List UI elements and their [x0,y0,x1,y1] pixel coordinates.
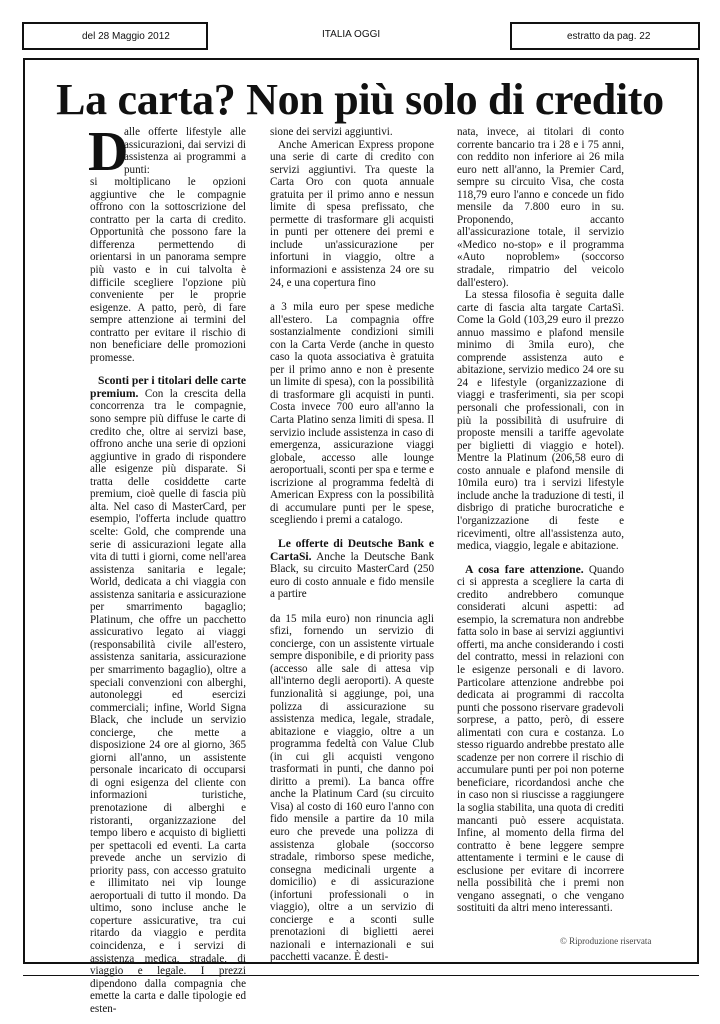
bottom-rule [23,975,699,976]
dropcap: D [88,121,129,183]
header-date: del 28 Maggio 2012 [82,31,170,42]
subheading: A cosa fare attenzione. [465,562,584,576]
paragraph: Anche la Deutsche Bank Black, su circuito MasterCard (250 euro di costo annuale e fido mensile a partire [270,550,434,601]
article-column-2 [270,126,434,964]
paragraph: Anche American Express propone una serie di carte di credito con servizi aggiuntivi. Tra queste la Carta Oro con quota annuale gratuita per il primo anno e nessun limite di spesa prefissato, che permette di trasformare gli acquisti in punti per ottenere dei premi e include un'assicurazione per infortuni in viaggio, oltre a informazioni e assistenza 24 ore su 24, e una copertura fino [270,138,434,289]
paragraph: Quando ci si appresta a scegliere la carta di credito andrebbero comunque considerati alcuni aspetti: ad esempio, la scrematura non andrebbe fatta solo in base ai servizi aggiuntivi offerti, ma anche considerando i costi del contratto, messi in relazioni con le esigenze personali e di lavoro. Particolare attenzione andrebbe poi dedicata ai programmi di raccolta punti che possono riservare gradevoli sorprese, a patto, però, di essere alimentati con cura e costanza. Lo stesso riguardo andrebbe prestato alle scadenze per non correre il rischio di accumulare punti per poi non poterne beneficiare, ricordandosi anche che in caso non si riuscisse a raggiungere la soglia stabilita, una quota di crediti mancanti può essere acquistata. Infine, al momento della firma del contratto è bene leggere sempre attentamente i termini e le cause di esclusione per evitare di incorrere nella possibilità che i premi non vengano assegnati, o che vengano sostituiti da altri meno interessanti. [457,563,624,915]
paragraph: si moltiplicano le opzioni aggiuntive che le compagnie offrono con la sottoscrizione del contratto per la carta di credito. Opportunità che possono fare la differenza permettendo di orientarsi in un panorama sempre più vasto e in cui talvolta è difficile scegliere l'opzione più conveniente per le proprie esigenze. A patto, però, di fare sempre attenzione ai termini del contratto per evitare il rischio di non beneficiare delle promozioni promesse. [90,176,246,364]
article-column-3 [457,126,624,915]
header-extract: estratto da pag. 22 [567,31,651,42]
paragraph: Con la crescita della concorrenza tra le compagnie, sono sempre più diffuse le carte di credito che, oltre ai servizi base, offrono anche una serie di opzioni aggiuntive in grado di rispondere alle esigenze più disparate. Si tratta delle cosiddette carte premium, cioè quelle di fascia più alta. Nel caso di MasterCard, per esempio, l'offerta include quattro scelte: Gold, che comprende una serie di assicurazioni legate alla vita di tutti i giorni, come nell'area assistenza sanitaria e legale; World, dedicata a chi viaggia con assistenza sanitaria e assicurazione per smarrimento bagaglio; Platinum, che offre un pacchetto assicurativo legato ai viaggi (responsabilità civile all'estero, assistenza sanitaria, assicurazione per smarrimento bagaglio), oltre a speciali convenzioni con alberghi, autonoleggi ed esercizi commerciali; infine, World Signa Black, che include un servizio concierge, che mette a disposizione 24 ore al giorno, 365 giorni all'anno, un assistente personale incaricato di occuparsi di ogni esigenza del cliente con informazioni turistiche, prenotazione di alberghi e ristoranti, organizzazione del tempo libero e acquisto di biglietti per spettacoli ed eventi. La carta prevede anche un servizio di priority pass, con accesso gratuito e illimitato nei vip lounge aeroportuali di tutto il mondo. Da ultimo, sono incluse anche le coperture assicurative, tra cui ritardo da viaggio e perdita coincidenza, e i servizi di assistenza medica, stradale, di viaggio e legale. I prezzi dipendono dalla compagnia che emette la carta e dalle tipologie ed esten- [90,387,246,1015]
article-headline: La carta? Non più solo di credito [56,75,664,124]
lead-paragraph: alle offerte lifestyle alle assicurazioni, dai servizi di assistenza ai programmi a punti: [124,126,246,176]
header-date-box [22,22,208,50]
header-extract-box [510,22,700,50]
article-column-1 [88,121,246,1015]
subheading: Le offerte di Deutsche Bank e CartaSi. [270,536,434,563]
paragraph: La stessa filosofia è seguita dalle carte di fascia alta targate CartaSì. Come la Gold (103,29 euro il prezzo annuo massimo e plafond mensile minimo di 3mila euro), che comprende assistenza auto e abitazione, servizio medico 24 ore su 24 e lifestyle (organizzazione di viaggi e trasferimenti, sia per scopi personali che professionali, con in più la possibilità di usufruire di proposte mensili a tariffe agevolate per biglietti di viaggio e hotel). Mentre la Platinum (206,58 euro di costo annuale e plafond mensile di 10mila euro) tra i servizi lifestyle include anche la traduzione di testi, il disbrigo di pratiche burocratiche e l'organizzazione di feste e ricevimenti, oltre all'assistenza auto, medica, viaggio, legale e abitazione. [457,289,624,553]
copyright-note: © Riproduzione riservata [560,936,652,946]
paragraph: da 15 mila euro) non rinuncia agli sfizi, fornendo un servizio di concierge, con un assistente virtuale sempre disponibile, e di priority pass (accesso alle sale di attesa vip all'interno degli aeroporti). A queste funzionalità si aggiunge, poi, una polizza di assicurazione su assistenza medica, legale, stradale, abitazione e viaggio, oltre a un programma fedeltà con Value Club (in cui gli acquisti vengono trasformati in punti, che danno poi diritto a premi). La banca offre anche la Platinum Card (su circuito Visa) al costo di 160 euro l'anno con fido mensile a partire da 10 mila euro che prevede una polizza di assistenza globale (soccorso stradale, rimborso spese mediche, consegna medicinali urgente a domicilio) e di assicurazione (infortuni professionali o in viaggio), oltre a un servizio di concierge e a sconti sulle prenotazioni di biglietti aerei nazionali e internazionali e sui pacchetti vacanze. È desti- [270,612,434,964]
paragraph: nata, invece, ai titolari di conto corrente bancario tra i 28 e i 75 anni, con reddito non inferiore ai 26 mila euro nett all'anno, la Premier Card, sempre su circuito Visa, che costa 118,79 euro l'anno e concede un fido mensile da 7.800 euro in su. Proponendo, accanto all'assicurazione totale, il servizio «Medico no-stop» e il programma «Auto noproblem» (soccorso stradale, rimpatrio del veicolo dall'estero). [457,126,624,289]
subheading: Sconti per i titolari delle carte premium. [90,374,246,400]
paragraph: a 3 mila euro per spese mediche all'estero. La compagnia offre sostanzialmente condizioni simili con la Carta Verde (anche in questo caso la quota associativa è gratuita per il primo anno e non è presente un limite di spesa), con la possibilità di trasformare gli acquisti in punti. Costa invece 700 euro all'anno la Carta Platino senza limiti di spesa. Il servizio include assistenza in caso di emergenza, assicurazione viaggi globale, accesso alle lounge aeroportuali, sconti per spa e terme e iscrizione al programma fedeltà di American Express con la possibilità di accumulare punti per le spese, scegliendo i premi a catalogo. [270,301,434,527]
paragraph: sione dei servizi aggiuntivi. [270,126,393,138]
header-publication: ITALIA OGGI [322,29,381,40]
